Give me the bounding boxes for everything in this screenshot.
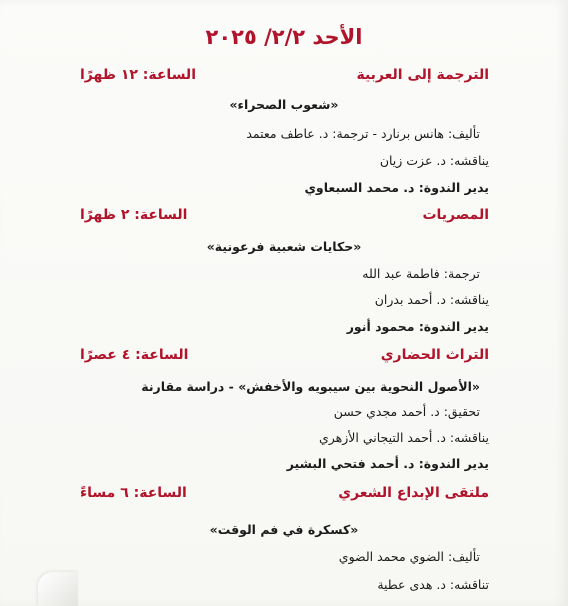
session-discussant: يناقشه: د. عزت زيان xyxy=(379,153,489,168)
session-work-title: «الأصول النحوية بين سيبويه والأخفش» - دراسة مقارنة xyxy=(141,379,480,394)
session-work-title: «حكايات شعبية فرعونية» xyxy=(206,239,362,254)
session-category: التراث الحضاري xyxy=(380,347,489,363)
session-credit: تأليف: هانس برنارد - ترجمة: د. عاطف معتمد xyxy=(246,126,480,141)
session-discussant: يناقشه: د. أحمد التيجاني الأزهري xyxy=(318,430,489,445)
session-work-title: «كسكرة في فم الوقت» xyxy=(209,522,359,537)
session-credit: ترجمة: فاطمة عبد الله xyxy=(362,266,480,281)
session-time: الساعة: ٤ عصرًا xyxy=(80,347,189,363)
page-title: الأحد ٢/٢/ ٢٠٢٥ xyxy=(205,25,363,49)
session-discussant: تناقشه: د. هدى عطية xyxy=(377,577,489,592)
session-category: ملتقى الإبداع الشعري xyxy=(338,485,489,501)
session-category: المصريات xyxy=(422,207,489,223)
session-header xyxy=(80,344,489,366)
session-moderator: يدير الندوة: د. أحمد فتحي البشير xyxy=(286,456,489,471)
session-header xyxy=(80,482,489,504)
session-time: الساعة: ١٢ ظهرًا xyxy=(80,67,196,83)
session-credit: تأليف: الضوي محمد الضوي xyxy=(338,549,480,564)
session-category: الترجمة إلى العربية xyxy=(356,67,489,83)
session-credit: تحقيق: د. أحمد مجدي حسن xyxy=(333,404,480,419)
session-time: الساعة: ٢ ظهرًا xyxy=(80,207,188,223)
session-header xyxy=(80,204,489,226)
session-header xyxy=(80,64,489,86)
page-curl xyxy=(38,572,78,606)
session-work-title: «شعوب الصحراء» xyxy=(229,97,339,112)
session-moderator: يدير الندوة: محمود أنور xyxy=(346,319,489,334)
session-time: الساعة: ٦ مساءً xyxy=(80,485,187,501)
session-moderator: يدير الندوة: د. محمد السبعاوي xyxy=(304,180,489,195)
session-discussant: يناقشه: د. أحمد بدران xyxy=(374,292,489,307)
